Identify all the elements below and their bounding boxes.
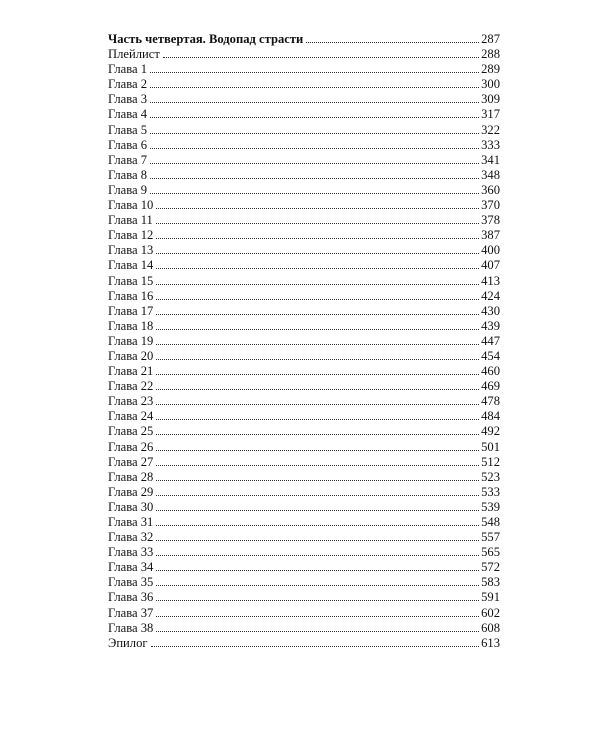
- toc-entry-page-number: 512: [481, 454, 500, 469]
- toc-entry-label: Глава 18: [108, 318, 154, 333]
- toc-entry-label: Глава 6: [108, 137, 148, 152]
- dot-leader: [156, 242, 479, 254]
- toc-entry: [108, 514, 500, 529]
- toc-entry-page-number: 300: [481, 77, 500, 92]
- toc-entry: [108, 499, 500, 514]
- toc-entry: [108, 46, 500, 61]
- dot-leader: [150, 152, 479, 164]
- toc-entry-label: Глава 26: [108, 439, 154, 454]
- dot-leader: [156, 423, 479, 435]
- toc-entry: [108, 605, 500, 620]
- toc-entry-page-number: 533: [481, 484, 500, 499]
- toc-entry-label: Глава 14: [108, 258, 154, 273]
- toc-entry-label: Глава 4: [108, 107, 148, 122]
- toc-entry-label: Глава 21: [108, 364, 154, 379]
- dot-leader: [156, 393, 479, 405]
- dot-leader: [156, 363, 479, 375]
- toc-entry: [108, 378, 500, 393]
- toc-entry: [108, 635, 500, 650]
- toc-entry: [108, 363, 500, 378]
- toc-entry-page-number: 370: [481, 198, 500, 213]
- dot-leader: [156, 559, 479, 571]
- toc-entry-label: Глава 34: [108, 560, 154, 575]
- toc-entry-label: Глава 33: [108, 545, 154, 560]
- toc-entry-label: Глава 2: [108, 77, 148, 92]
- toc-entry-label: Глава 20: [108, 348, 154, 363]
- toc-entry: [108, 273, 500, 288]
- toc-entry-label: Глава 24: [108, 409, 154, 424]
- toc-entry-page-number: 602: [481, 605, 500, 620]
- dot-leader: [150, 182, 479, 194]
- toc-entry-label: Глава 10: [108, 198, 154, 213]
- toc-entry-label: Глава 11: [108, 213, 153, 228]
- toc-entry: [108, 454, 500, 469]
- dot-leader: [156, 529, 479, 541]
- toc-entry: [108, 408, 500, 423]
- toc-entry-label: Эпилог: [108, 635, 148, 650]
- toc-entry-label: Глава 13: [108, 243, 154, 258]
- dot-leader: [156, 273, 479, 285]
- dot-leader: [150, 91, 479, 103]
- dot-leader: [156, 574, 479, 586]
- toc-entry: [108, 559, 500, 574]
- toc-entry: [108, 197, 500, 212]
- toc-entry: [108, 137, 500, 152]
- toc-entry: [108, 288, 500, 303]
- toc-entry: [108, 303, 500, 318]
- dot-leader: [150, 122, 479, 134]
- toc-entry-page-number: 565: [481, 545, 500, 560]
- toc-entry-page-number: 523: [481, 469, 500, 484]
- toc-entry: [108, 152, 500, 167]
- toc-entry: [108, 348, 500, 363]
- toc-entry-label: Глава 31: [108, 515, 154, 529]
- toc-part-heading: [108, 31, 500, 46]
- toc-entry-label: Глава 19: [108, 333, 154, 348]
- toc-entry-page-number: 400: [481, 243, 500, 258]
- toc-entry-page-number: 613: [481, 635, 500, 650]
- toc-entry: [108, 469, 500, 484]
- dot-leader: [156, 514, 479, 526]
- toc-entry-label: Глава 38: [108, 620, 154, 635]
- dot-leader: [156, 348, 479, 360]
- dot-leader: [150, 167, 479, 179]
- toc-entry: [108, 423, 500, 438]
- toc-entry-page-number: 360: [481, 182, 500, 197]
- toc-entry-label: Глава 3: [108, 92, 148, 107]
- toc-entry-page-number: 484: [481, 409, 500, 424]
- dot-leader: [150, 61, 479, 73]
- dot-leader: [156, 227, 479, 239]
- toc-entry: [108, 529, 500, 544]
- toc-entry-page-number: 548: [481, 515, 500, 529]
- toc-entry-page-number: 447: [481, 333, 500, 348]
- toc-entry-label: Глава 27: [108, 454, 154, 469]
- dot-leader: [156, 257, 479, 269]
- toc-entry: [108, 393, 500, 408]
- dot-leader: [156, 620, 479, 632]
- toc-entry-label: Глава 17: [108, 303, 154, 318]
- toc-entry: [108, 589, 500, 604]
- toc-entry-page-number: 492: [481, 424, 500, 439]
- toc-entry-label: Глава 9: [108, 182, 148, 197]
- toc-entry: [108, 620, 500, 635]
- toc-entry-page-number: 288: [481, 47, 500, 62]
- table-of-contents: [108, 31, 500, 650]
- dot-leader: [306, 31, 479, 43]
- toc-entry-page-number: 413: [481, 273, 500, 288]
- toc-entry-label: Глава 15: [108, 273, 154, 288]
- dot-leader: [156, 605, 479, 617]
- toc-entry-page-number: 317: [481, 107, 500, 122]
- toc-entry: [108, 318, 500, 333]
- toc-entry-label: Глава 32: [108, 530, 154, 545]
- dot-leader: [156, 212, 479, 224]
- toc-entry-label: Глава 35: [108, 575, 154, 590]
- toc-entry-label: Глава 16: [108, 288, 154, 303]
- toc-entry-label: Глава 1: [108, 62, 148, 77]
- toc-entry-page-number: 333: [481, 137, 500, 152]
- toc-entry: [108, 61, 500, 76]
- toc-entry-label: Глава 8: [108, 167, 148, 182]
- toc-entry-page-number: 424: [481, 288, 500, 303]
- dot-leader: [156, 469, 479, 481]
- dot-leader: [156, 288, 479, 300]
- dot-leader: [156, 197, 479, 209]
- toc-entry-label: Глава 12: [108, 228, 154, 243]
- toc-entry: [108, 182, 500, 197]
- dot-leader: [150, 106, 479, 118]
- dot-leader: [163, 46, 479, 58]
- toc-entry: [108, 544, 500, 559]
- toc-entry-label: Глава 25: [108, 424, 154, 439]
- toc-entry-page-number: 583: [481, 575, 500, 590]
- toc-entry: [108, 574, 500, 589]
- toc-entry-page-number: 341: [481, 152, 500, 167]
- dot-leader: [150, 137, 479, 149]
- toc-entry-page-number: 591: [481, 590, 500, 605]
- toc-entry-page-number: 387: [481, 228, 500, 243]
- toc-entry-label: Глава 23: [108, 394, 154, 409]
- toc-entry-label: Плейлист: [108, 47, 160, 62]
- toc-entry-page-number: 378: [481, 213, 500, 228]
- toc-entry-label: Глава 30: [108, 499, 154, 514]
- toc-entry-page-number: 501: [481, 439, 500, 454]
- dot-leader: [156, 378, 479, 390]
- toc-entry-page-number: 460: [481, 364, 500, 379]
- dot-leader: [151, 635, 480, 647]
- toc-entry-page-number: 348: [481, 167, 500, 182]
- dot-leader: [156, 454, 479, 466]
- dot-leader: [156, 544, 479, 556]
- dot-leader: [156, 439, 479, 451]
- toc-entry: [108, 122, 500, 137]
- toc-entry-page-number: 469: [481, 379, 500, 394]
- dot-leader: [150, 76, 479, 88]
- toc-entry: [108, 91, 500, 106]
- dot-leader: [156, 484, 479, 496]
- toc-entry-label: Глава 28: [108, 469, 154, 484]
- toc-entry-page-number: 287: [481, 32, 500, 46]
- toc-entry-page-number: 430: [481, 303, 500, 318]
- dot-leader: [156, 589, 479, 601]
- toc-entry-page-number: 454: [481, 348, 500, 363]
- toc-entry: [108, 242, 500, 257]
- toc-entry-page-number: 572: [481, 560, 500, 575]
- toc-entry-label: Глава 5: [108, 122, 148, 137]
- dot-leader: [156, 408, 479, 420]
- toc-entry: [108, 439, 500, 454]
- toc-entry-page-number: 478: [481, 394, 500, 409]
- toc-entry: [108, 106, 500, 121]
- toc-entry-page-number: 539: [481, 499, 500, 514]
- toc-entry-label: Глава 37: [108, 605, 154, 620]
- toc-entry: [108, 227, 500, 242]
- toc-entry: [108, 212, 500, 227]
- toc-entry-page-number: 322: [481, 122, 500, 137]
- toc-entry-page-number: 557: [481, 530, 500, 545]
- toc-entry-label: Глава 36: [108, 590, 154, 605]
- toc-entry-page-number: 439: [481, 318, 500, 333]
- toc-entry: [108, 167, 500, 182]
- toc-entry-label: Часть четвертая. Водопад страсти: [108, 32, 304, 46]
- dot-leader: [156, 499, 479, 511]
- toc-entry-label: Глава 22: [108, 379, 154, 394]
- toc-entry: [108, 76, 500, 91]
- dot-leader: [156, 333, 479, 345]
- toc-entry: [108, 257, 500, 272]
- toc-entry-page-number: 407: [481, 258, 500, 273]
- toc-entry: [108, 484, 500, 499]
- toc-entry-label: Глава 7: [108, 152, 148, 167]
- toc-entry-label: Глава 29: [108, 484, 154, 499]
- toc-entry-page-number: 289: [481, 62, 500, 77]
- dot-leader: [156, 318, 479, 330]
- dot-leader: [156, 303, 479, 315]
- toc-entry-page-number: 309: [481, 92, 500, 107]
- toc-entry: [108, 333, 500, 348]
- toc-entry-page-number: 608: [481, 620, 500, 635]
